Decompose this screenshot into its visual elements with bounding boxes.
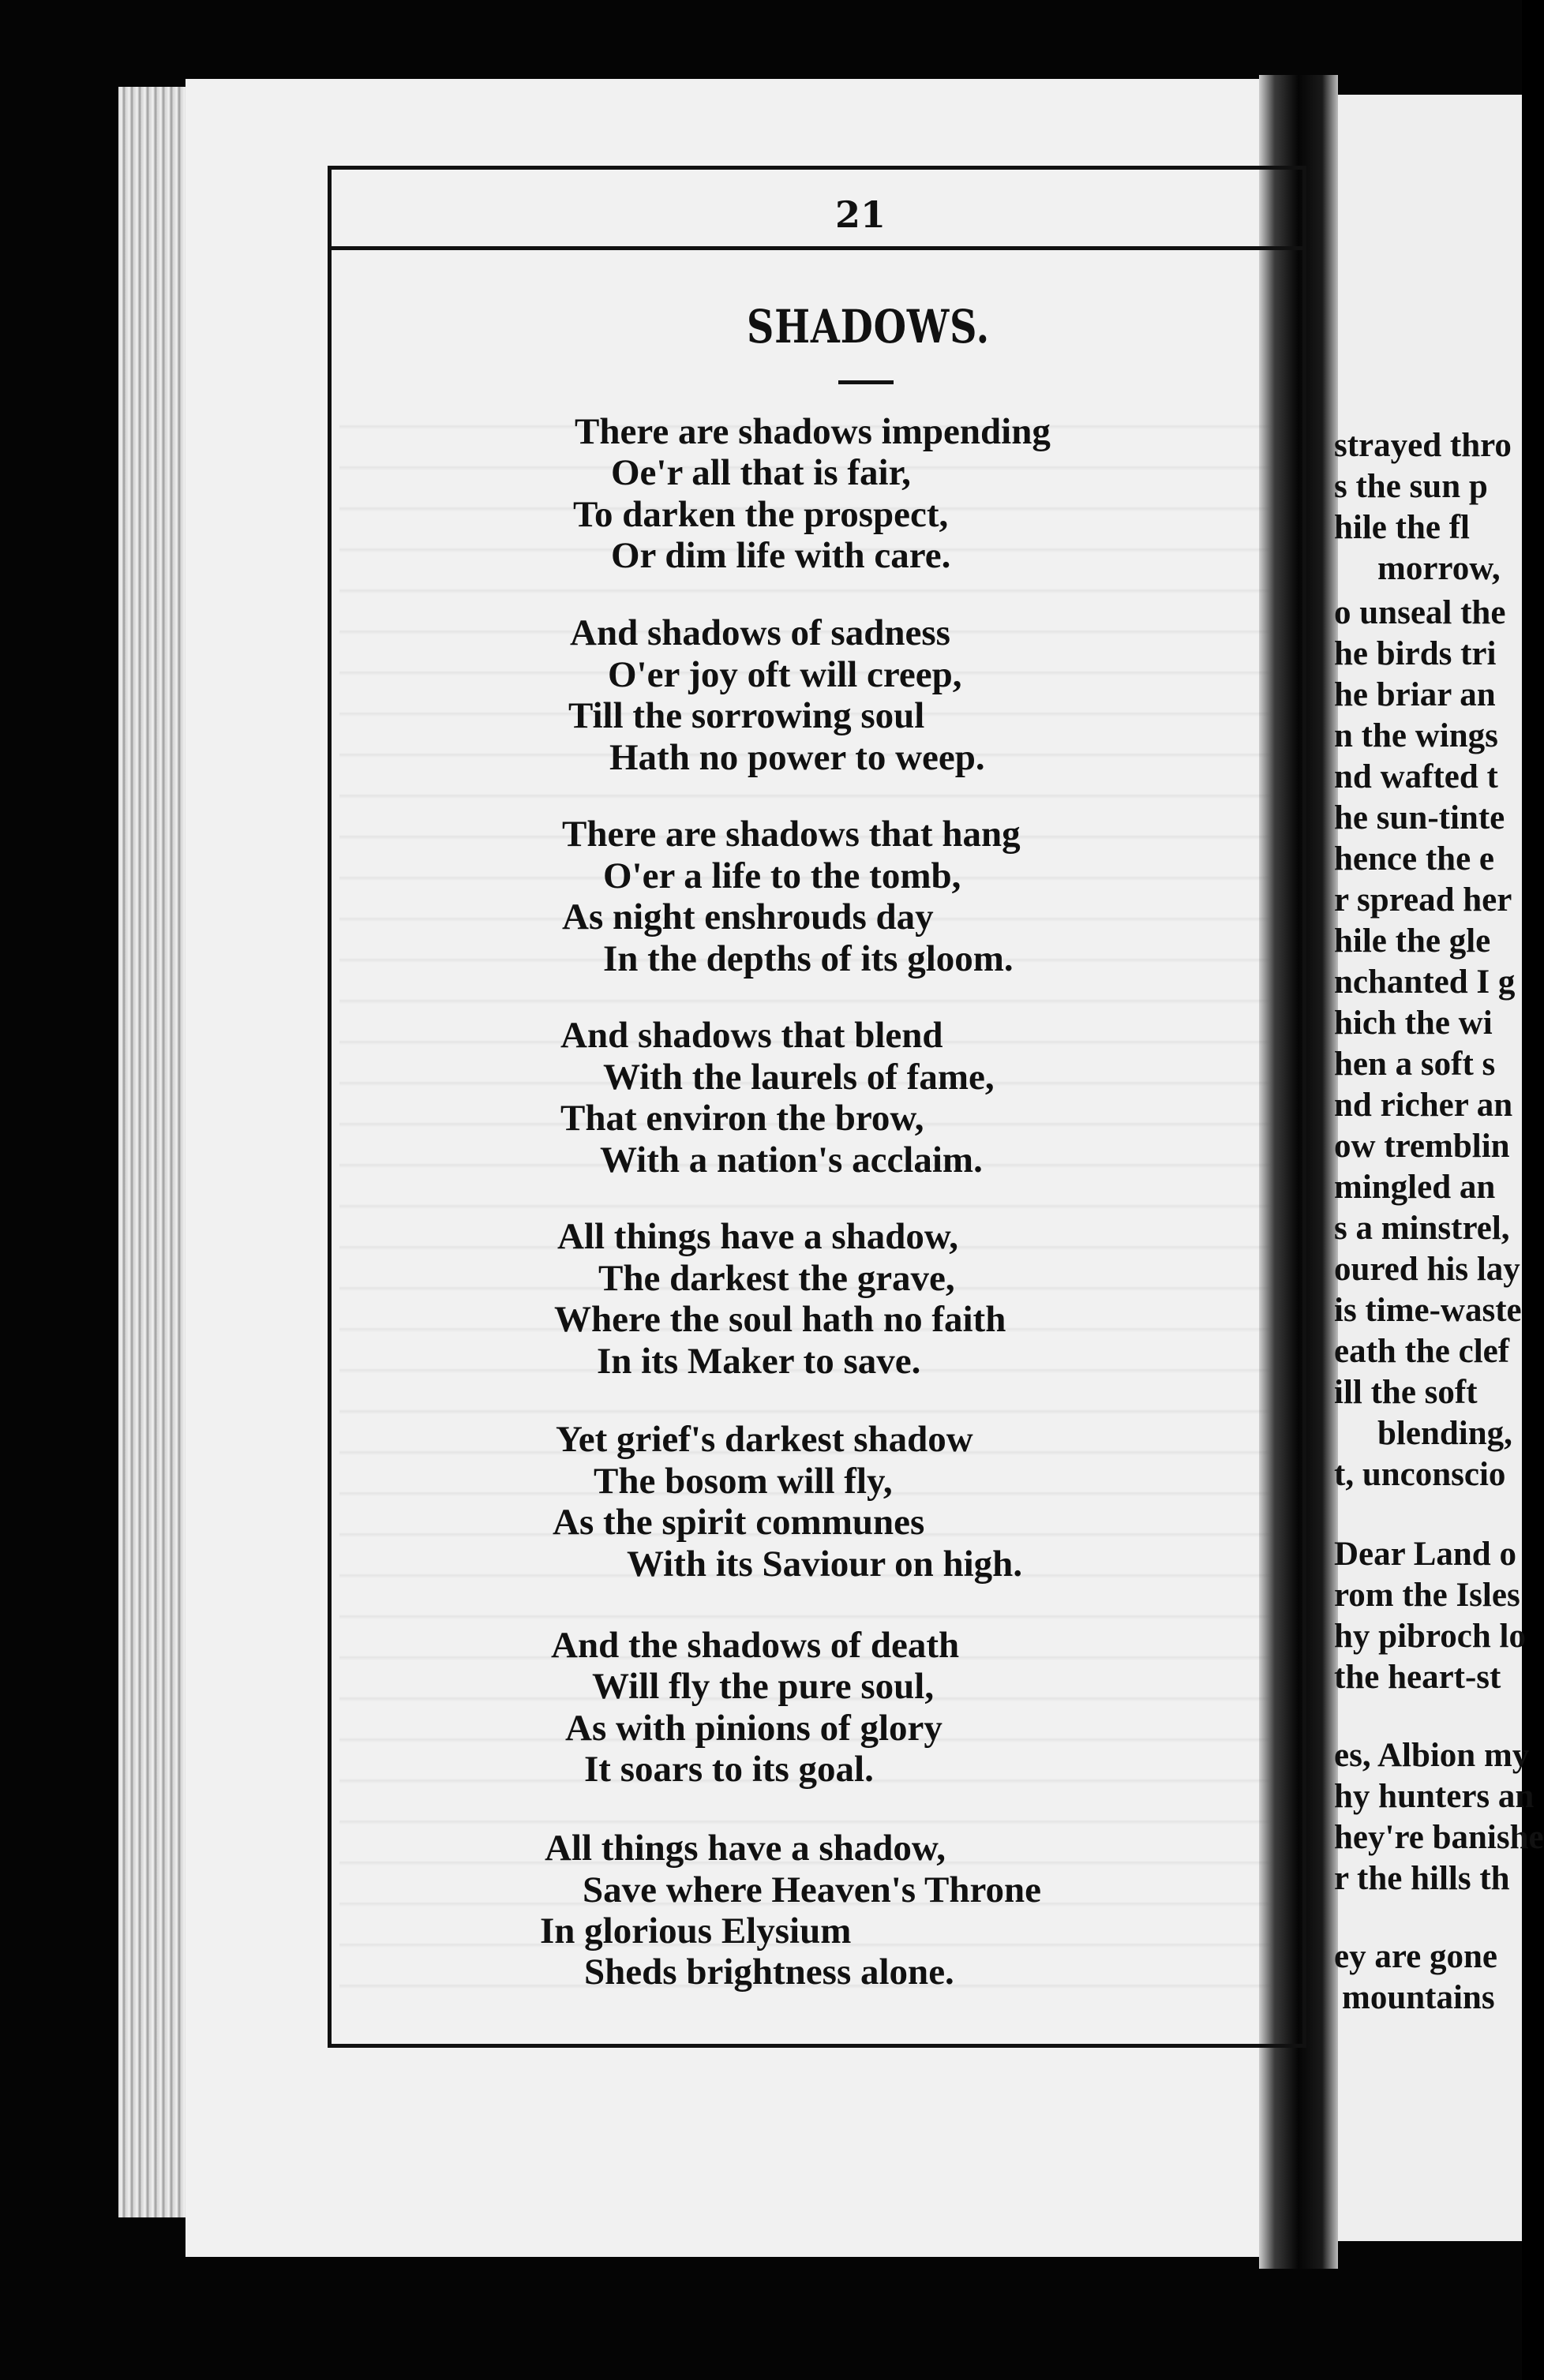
page-number: 21 xyxy=(834,193,886,236)
facing-page-line: hence the e xyxy=(1334,840,1494,878)
facing-page-line: hy pibroch lo xyxy=(1334,1618,1526,1655)
facing-page-line: s a minstrel, xyxy=(1334,1210,1510,1247)
poem-line: All things have a shadow, xyxy=(545,1828,946,1869)
poem-line: It soars to its goal. xyxy=(584,1749,874,1790)
facing-page-line: o unseal the xyxy=(1334,594,1506,631)
facing-page-line: n the wings xyxy=(1334,717,1498,754)
facing-page-line: nchanted I g xyxy=(1334,964,1516,1001)
facing-page-line: he sun-tinte xyxy=(1334,799,1505,836)
poem-line: Will fly the pure soul, xyxy=(592,1666,935,1707)
poem-line: As the spirit communes xyxy=(553,1502,925,1543)
facing-page-line: es, Albion my xyxy=(1334,1737,1530,1774)
facing-page-line: eath the clef xyxy=(1334,1333,1510,1370)
poem-line: In the depths of its gloom. xyxy=(603,938,1014,979)
facing-page-line: is time-waste xyxy=(1334,1292,1522,1329)
facing-page-line: rom the Isles xyxy=(1334,1577,1520,1614)
facing-page-line: blending, xyxy=(1377,1415,1512,1452)
facing-page-line: nd wafted t xyxy=(1334,758,1498,795)
poem-line: There are shadows that hang xyxy=(562,814,1021,855)
facing-page-line: Dear Land o xyxy=(1334,1536,1516,1573)
poem-line: Save where Heaven's Throne xyxy=(583,1869,1041,1910)
poem-line: In glorious Elysium xyxy=(540,1910,852,1952)
poem-line: Yet grief's darkest shadow xyxy=(556,1419,973,1460)
facing-page-line: ey are gone xyxy=(1334,1938,1497,1975)
poem-line: Where the soul hath no faith xyxy=(554,1299,1006,1340)
poem-line: Hath no power to weep. xyxy=(609,737,985,778)
poem-line: As night enshrouds day xyxy=(562,896,934,937)
facing-page-line: he birds tri xyxy=(1334,635,1497,672)
poem-line: There are shadows impending xyxy=(575,411,1051,452)
poem-line: The bosom will fly, xyxy=(594,1461,893,1502)
poem-line: Or dim life with care. xyxy=(611,535,951,576)
facing-page-line: mingled an xyxy=(1334,1169,1496,1206)
poem-line: To darken the prospect, xyxy=(573,494,949,535)
facing-page-line: hile the fl xyxy=(1334,509,1470,546)
facing-page-line: hey're banishe xyxy=(1334,1819,1544,1856)
poem-line: That environ the brow, xyxy=(560,1098,924,1139)
poem-line: And the shadows of death xyxy=(551,1625,960,1666)
poem-line: Sheds brightness alone. xyxy=(584,1952,954,1993)
facing-page-line: the heart-st xyxy=(1334,1659,1501,1696)
poem-line: Till the sorrowing soul xyxy=(568,695,925,736)
poem-line: And shadows that blend xyxy=(560,1015,943,1056)
poem-line: O'er a life to the tomb, xyxy=(603,855,961,896)
poem-title: SHADOWS. xyxy=(746,300,991,354)
poem-line: O'er joy oft will creep, xyxy=(608,654,962,695)
facing-page-line: strayed thro xyxy=(1334,427,1512,464)
poem-line: With a nation's acclaim. xyxy=(600,1139,983,1181)
facing-page-line: t, unconscio xyxy=(1334,1456,1506,1493)
poem-line: Oe'r all that is fair, xyxy=(611,452,911,493)
facing-page-line: hich the wi xyxy=(1334,1005,1493,1042)
poem-line: With the laurels of fame, xyxy=(603,1057,995,1098)
facing-page-line: oured his lay xyxy=(1334,1251,1520,1288)
facing-page-line: morrow, xyxy=(1377,550,1501,587)
facing-page-line: ill the soft xyxy=(1334,1374,1478,1411)
facing-page-line: he briar an xyxy=(1334,676,1496,713)
facing-page-line: r spread her xyxy=(1334,881,1512,919)
facing-page-line: nd richer an xyxy=(1334,1087,1513,1124)
facing-page-line: ow tremblin xyxy=(1334,1128,1510,1165)
facing-page-line: mountains xyxy=(1342,1979,1495,2016)
poem-line: The darkest the grave, xyxy=(598,1258,955,1299)
facing-page-line: hile the gle xyxy=(1334,922,1491,960)
poem-line: As with pinions of glory xyxy=(565,1708,943,1749)
poem-line: All things have a shadow, xyxy=(557,1216,959,1257)
facing-page-line: r the hills th xyxy=(1334,1860,1510,1897)
poem-line: And shadows of sadness xyxy=(570,612,950,653)
facing-page-line: hen a soft s xyxy=(1334,1046,1496,1083)
poem-line: In its Maker to save. xyxy=(597,1341,921,1382)
facing-page-line: hy hunters an xyxy=(1334,1778,1535,1815)
facing-page-line: s the sun p xyxy=(1334,468,1488,505)
poem-line: With its Saviour on high. xyxy=(627,1544,1023,1585)
